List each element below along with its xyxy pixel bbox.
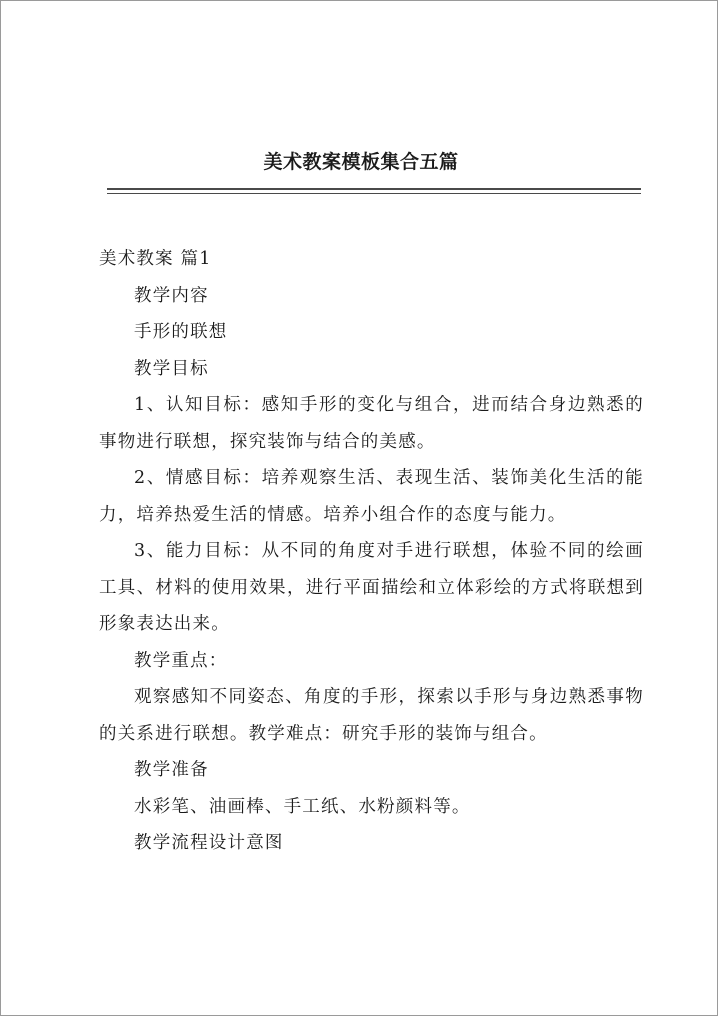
paragraph: 水彩笔、油画棒、手工纸、水粉颜料等。 xyxy=(134,796,471,817)
paragraph: 教学内容 xyxy=(134,285,209,306)
paragraph: 教学准备 xyxy=(134,760,209,780)
title-underline-thin xyxy=(107,193,641,194)
document-body xyxy=(99,241,644,862)
paragraph: 教学目标 xyxy=(134,358,209,379)
paragraph: 1、认知目标：感知手形的变化与组合，进而结合身边熟悉的事物进行联想，探究装饰与结合的美感。 xyxy=(99,395,644,452)
paragraph: 3、能力目标：从不同的角度对手进行联想，体验不同的绘画工具、材料的使用效果，进行平面描绘和立体彩绘的方式将联想到形象表达出来。 xyxy=(99,541,644,634)
title-underline-thick xyxy=(107,188,641,190)
paragraph: 观察感知不同姿态、角度的手形，探索以手形与身边熟悉事物的关系进行联想。教学难点：研究手形的装饰与组合。 xyxy=(99,687,644,744)
document-title: 美术教案模板集合五篇 xyxy=(263,151,459,173)
paragraph: 教学流程设计意图 xyxy=(134,833,284,853)
paragraph: 手形的联想 xyxy=(134,322,228,342)
section-heading: 美术教案 篇1 xyxy=(99,249,212,269)
paragraph: 2、情感目标：培养观察生活、表现生活、装饰美化生活的能力，培养热爱生活的情感。培养小组合作的态度与能力。 xyxy=(99,468,644,525)
paragraph: 教学重点： xyxy=(134,650,228,671)
